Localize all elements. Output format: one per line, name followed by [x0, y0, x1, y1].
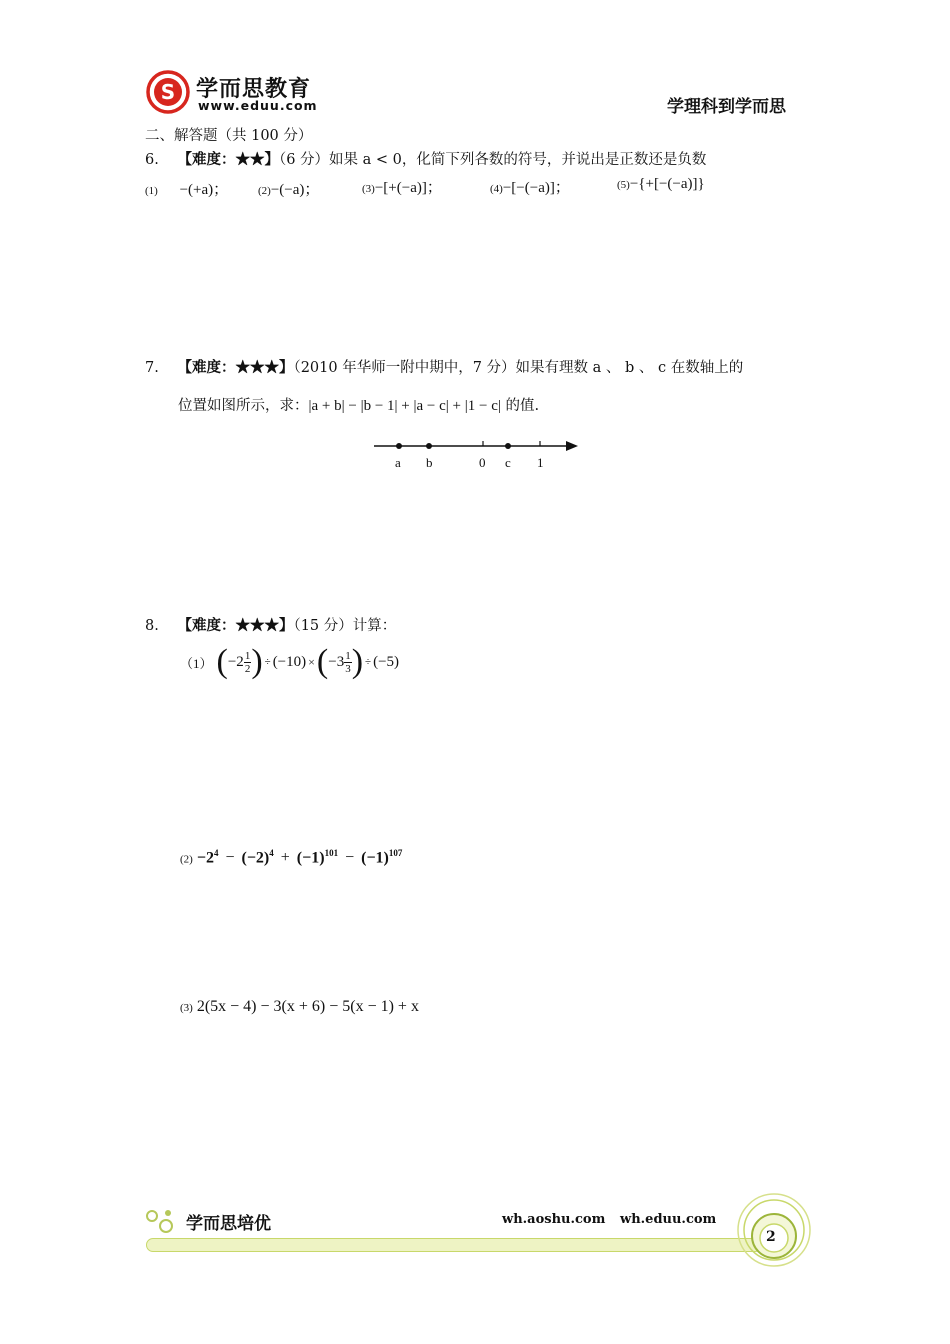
axis-arrow — [566, 441, 578, 451]
q7-text: （2010 年华师一附中期中，7 分）如果有理数 a 、 b 、 c 在数轴上的 — [293, 360, 744, 376]
q8-part-2: $(2) -2^4 - (-2)^4 + (-1)^{101} - (-1)^{107}$ — [180, 848, 403, 867]
footer-brand: 学而思培优 — [186, 1214, 271, 1234]
point-c — [505, 443, 511, 449]
svg-text:S: S — [160, 80, 176, 104]
q6-text: （6 分）如果 a < 0，化简下列各数的符号，并说出是正数还是负数 — [278, 152, 707, 168]
logo-url: www.eduu.com — [198, 98, 318, 113]
q7-number: 7. — [145, 360, 159, 376]
footer-dots-icon — [144, 1206, 184, 1236]
axis-label-c: c — [505, 455, 511, 470]
q6-item-1: (1) −(+a)； — [145, 182, 229, 198]
point-a — [396, 443, 402, 449]
logo-title: 学而思教育 — [196, 77, 312, 102]
q7-difficulty: 【难度：★★★】 — [177, 359, 294, 376]
logo-s-icon — [146, 70, 190, 114]
q7-text2: 位置如图所示，求： — [178, 398, 309, 414]
q8-number: 8. — [145, 618, 159, 634]
q7-line — [145, 356, 743, 377]
axis-label-zero: 0 — [479, 455, 486, 470]
q6-line — [145, 148, 706, 169]
q8-part-1: （1） ( −2 $\frac{1}{2}$ ) ÷ (−10) × ( −3 $\frac{1}{3}$ ) ÷ (−5) — [180, 643, 400, 680]
q6-number: 6. — [145, 152, 159, 168]
footer-url-2: wh.eduu.com — [620, 1212, 717, 1227]
q6-item-4: (4)−[−(−a)]； — [490, 180, 570, 196]
footer-bar — [146, 1238, 762, 1252]
page-number: 2 — [766, 1229, 776, 1245]
q8-text: （15 分）计算： — [293, 618, 397, 634]
q7-expression: |a + b| − |b − 1| + |a − c| + |1 − c| — [308, 398, 501, 414]
header-logo — [146, 70, 346, 118]
q7-text3: 的值. — [500, 398, 540, 414]
section-title: 二、解答题（共 100 分） — [145, 128, 313, 144]
footer-url-1: wh.aoshu.com — [502, 1212, 606, 1227]
q8-line — [145, 614, 396, 635]
q6-item-2: (2)−(−a)； — [258, 182, 320, 198]
fraction-third: $\frac{1}{3}$ — [345, 649, 351, 675]
fraction-half: $\frac{1}{2}$ — [244, 649, 251, 675]
q7-line-2 — [178, 394, 539, 415]
q6-item-5: (5)−{+[−(−a)]} — [617, 176, 705, 192]
header-slogan: 学理科到学而思 — [667, 97, 786, 117]
q6-item-3: (3)−[+(−a)]； — [362, 180, 442, 196]
q6-difficulty: 【难度：★★】 — [177, 151, 279, 168]
q8-difficulty: 【难度：★★★】 — [177, 617, 294, 634]
point-b — [426, 443, 432, 449]
axis-label-b: b — [426, 455, 433, 470]
q8-part-3: (3) 2(5x − 4) − 3(x + 6) − 5(x − 1) + x — [180, 998, 419, 1015]
axis-label-one: 1 — [537, 455, 544, 470]
axis-label-a: a — [395, 455, 401, 470]
